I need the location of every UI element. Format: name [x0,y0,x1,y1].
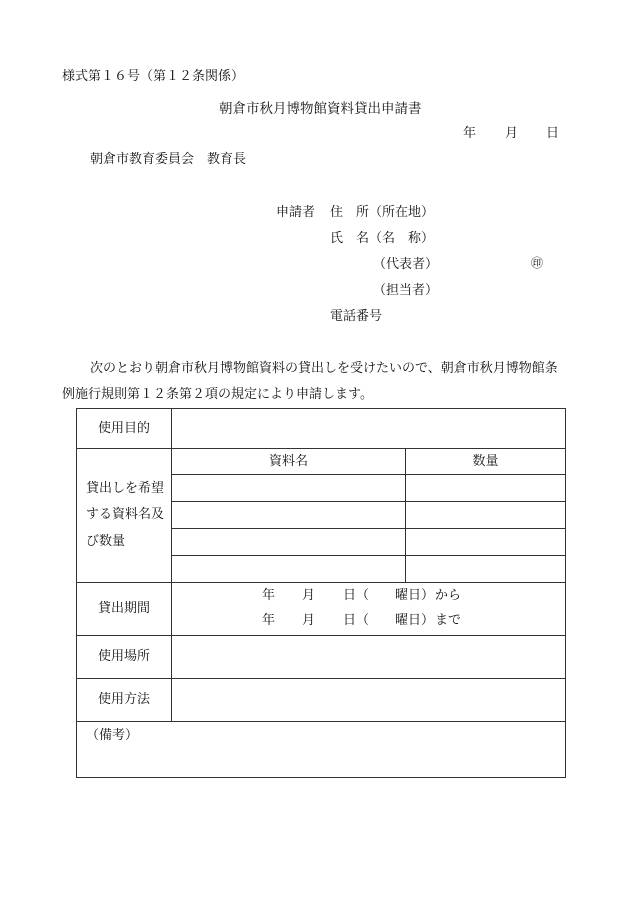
material-name-field[interactable] [172,475,406,502]
phone-label: 電話番号 [330,309,383,324]
period-to-month: 月 [302,613,316,628]
quantity-field[interactable] [406,529,566,556]
purpose-label: 使用目的 [77,409,172,449]
period-label: 貸出期間 [77,583,172,636]
period-from-year: 年 [262,588,276,604]
document-title: 朝倉市秋月博物館資料貸出申請書 [219,101,422,117]
quantity-field[interactable] [406,556,566,583]
materials-label-line1: 貸出しを希望 [86,480,165,496]
materials-label-line2: する資料名及 [86,507,165,523]
method-field[interactable] [172,679,566,722]
remarks-row [77,722,566,778]
materials-header-row [77,449,566,475]
place-field[interactable] [172,636,566,679]
date-year: 年 [463,126,477,141]
place-row [77,636,566,679]
material-name-field[interactable] [172,529,406,556]
remarks-label: （備考） [86,728,139,743]
period-from-day: 日（ [343,588,370,604]
period-row [77,583,566,636]
remarks-field[interactable] [77,722,566,778]
representative-label: （代表者） [373,257,439,272]
period-to-suffix: まで [435,613,462,628]
period-from [172,584,565,609]
form-number: 様式第１６号（第１２条関係） [62,69,245,84]
period-from-month: 月 [302,588,316,604]
period-field[interactable] [172,583,566,636]
body-text-line2: 例施行規則第１２条第２項の規定により申請します。 [62,387,373,402]
period-to [172,609,565,634]
period-to-day: 日（ [343,613,370,628]
name-label: 氏 名（名 称） [330,231,435,246]
materials-label [77,449,172,583]
quantity-field[interactable] [406,502,566,529]
material-name-header: 資料名 [172,449,406,475]
date-month: 月 [505,126,519,141]
address-label: 住 所（所在地） [330,205,435,220]
period-from-suffix: から [435,588,462,604]
method-row [77,679,566,722]
application-table [76,408,566,778]
applicant-label: 申請者 [276,205,316,220]
material-name-field[interactable] [172,502,406,529]
date-day: 日 [546,126,560,141]
contact-person-label: （担当者） [373,283,439,298]
quantity-field[interactable] [406,475,566,502]
period-from-weekday: 曜日） [395,588,435,604]
purpose-field[interactable] [172,409,566,449]
period-to-weekday: 曜日） [395,613,435,628]
body-text-line1: 次のとおり朝倉市秋月博物館資料の貸出しを受けたいので、朝倉市秋月博物館条 [90,361,558,376]
addressee: 朝倉市教育委員会 教育長 [90,152,247,167]
period-to-year: 年 [262,613,276,628]
materials-label-line3: び数量 [86,533,126,549]
place-label: 使用場所 [77,636,172,679]
seal-mark: ㊞ [531,256,544,270]
quantity-header: 数量 [406,449,566,475]
material-name-field[interactable] [172,556,406,583]
purpose-row [77,409,566,449]
method-label: 使用方法 [77,679,172,722]
